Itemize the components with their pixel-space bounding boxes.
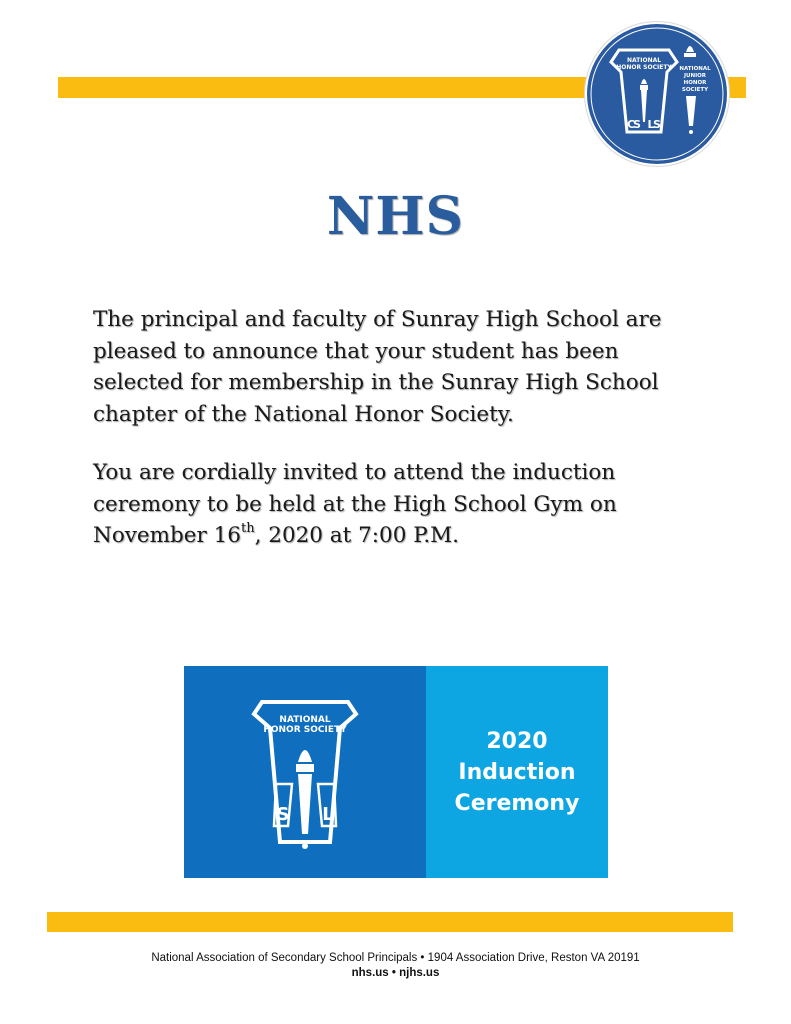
seal-torch-text-3: HONOR — [683, 80, 707, 86]
banner-line-induction: Induction — [458, 760, 576, 785]
announcement-line-4: chapter of the National Honor Society. — [93, 401, 514, 427]
banner-title — [426, 726, 608, 819]
announcement-line-1: The principal and faculty of Sunray High School are — [93, 307, 662, 332]
seal-torch-text-4: SOCIETY — [681, 87, 709, 93]
induction-ceremony-banner — [184, 666, 608, 878]
invitation-line-3 — [93, 520, 713, 552]
seal-keystone-text-1: NATIONAL — [626, 57, 662, 64]
banner-emblem-text-2: HONOR SOCIETY — [263, 725, 347, 735]
seal-letter-4: S — [653, 118, 661, 131]
banner-line-ceremony: Ceremony — [454, 791, 580, 816]
nhs-keystone-icon — [184, 666, 426, 878]
banner-letter-l: L — [322, 804, 334, 825]
seal-letter-1: C — [626, 118, 636, 131]
banner-text-panel — [426, 666, 608, 878]
seal-keystone-text-2: HONOR SOCIETY — [616, 64, 672, 71]
invitation-time: , 2020 at 7:00 P.M. — [254, 523, 460, 548]
invitation-paragraph — [93, 457, 713, 552]
seal-graphic — [585, 22, 729, 166]
seal-letter-3: L — [647, 118, 655, 131]
banner-emblem-panel — [184, 666, 426, 878]
invitation-line-1: You are cordially invited to attend the induction — [93, 460, 616, 485]
footer — [0, 951, 791, 981]
date-ordinal-suffix: th — [240, 521, 255, 536]
banner-emblem-text-1: NATIONAL — [279, 715, 331, 725]
banner-year: 2020 — [486, 729, 548, 754]
footer-links: nhs.us • njhs.us — [351, 967, 440, 979]
bottom-accent-bar — [47, 912, 733, 932]
seal-letter-2: S — [633, 118, 641, 131]
invitation-line-2: ceremony to be held at the High School Gym on — [93, 491, 617, 517]
seal-torch-text-1: NATIONAL — [679, 66, 711, 72]
invitation-date: November 16 — [93, 523, 241, 548]
footer-address: National Association of Secondary School Principals • 1904 Association Drive, Reston VA 20191 — [151, 952, 640, 964]
seal-torch-text-2: JUNIOR — [683, 73, 707, 79]
announcement-paragraph — [93, 304, 713, 430]
announcement-line-3: selected for membership in the Sunray High School — [93, 370, 659, 395]
announcement-line-2: pleased to announce that your student has been — [93, 338, 619, 364]
banner-letter-s: S — [276, 804, 290, 825]
page-title: NHS — [326, 186, 465, 247]
nhs-njhs-seal-logo — [585, 22, 729, 166]
